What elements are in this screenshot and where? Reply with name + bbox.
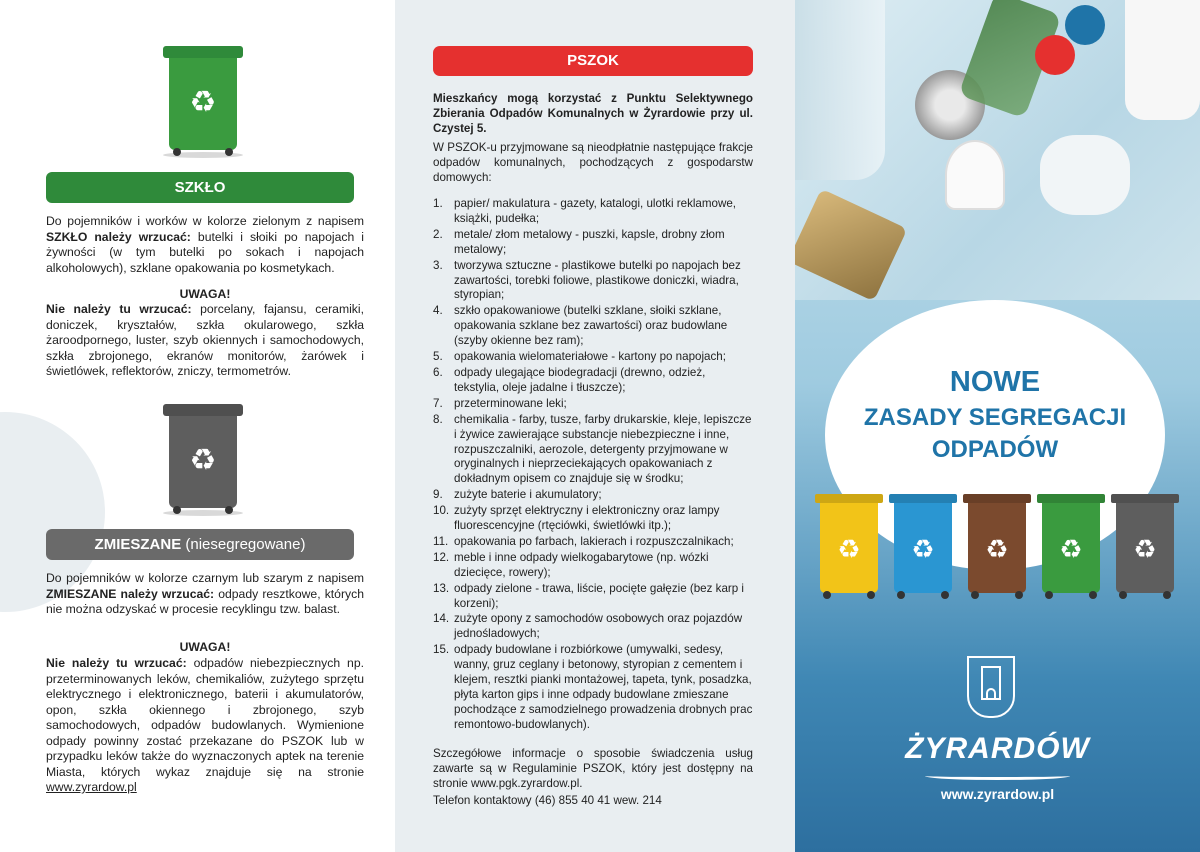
list-item — [433, 504, 753, 534]
list-item — [433, 397, 753, 412]
green-bin — [1037, 494, 1105, 593]
mixed-description — [46, 571, 364, 618]
bin-wheel — [1119, 591, 1127, 599]
bin-wheel — [1163, 591, 1171, 599]
list-item — [433, 228, 753, 258]
recycle-icon: ♻ — [189, 443, 217, 478]
list-item-text: odpady ulegające biodegradacji (drewno, odzież, tekstylia, oleje jadalne i tłuszcze); — [454, 365, 706, 394]
list-item-number: 6. — [433, 365, 443, 379]
text: butelki i słoiki po napojach i żywności (w tym butelki po sokach i napojach alkoholowych), szklane opakowania po kosmetykach. — [46, 229, 364, 275]
bin-lid — [163, 404, 243, 416]
list-item-text: zużyte opony z samochodów osobowych oraz pojazdów jednośladowych; — [454, 612, 743, 641]
list-item-number: 3. — [433, 258, 443, 272]
bin-lid — [963, 494, 1031, 503]
list-item-text: szkło opakowaniowe (butelki szklane, słoiki szklane, opakowania szklane bez zawartości) oraz budowlane (szyby okienne bez ram); — [454, 304, 728, 348]
glass-description — [46, 214, 364, 276]
bin-lid — [889, 494, 957, 503]
blue-cap-shape — [1065, 5, 1105, 45]
list-item-number: 14. — [433, 612, 450, 626]
bin-body — [894, 503, 952, 593]
bin-body — [968, 503, 1026, 593]
list-item-number: 10. — [433, 504, 450, 518]
list-item-number: 4. — [433, 304, 443, 318]
recycle-icon: ♻ — [985, 535, 1009, 565]
glass-not-allowed — [46, 302, 364, 380]
list-item — [433, 304, 753, 349]
bin-body — [820, 503, 878, 593]
text: (niesegregowane) — [181, 536, 306, 553]
pszok-header: PSZOK — [433, 46, 753, 76]
city-crest-icon — [967, 656, 1015, 718]
green-bin-image — [163, 46, 243, 158]
bin-wheel — [173, 148, 181, 156]
bin-body — [1116, 503, 1174, 593]
list-item — [433, 612, 753, 642]
bins-row — [815, 494, 1185, 606]
recycle-icon: ♻ — [1059, 535, 1083, 565]
light-bulb-shape — [945, 140, 1005, 210]
list-item — [433, 350, 753, 365]
blue-bin — [889, 494, 957, 593]
text-bold: Nie należy tu wrzucać: — [46, 656, 187, 670]
bin-wheel — [225, 148, 233, 156]
logo-swoosh — [925, 772, 1070, 780]
bin-wheel — [897, 591, 905, 599]
list-item-number: 8. — [433, 412, 443, 426]
gray-bin-image — [163, 404, 243, 516]
glass-section-header: SZKŁO — [46, 172, 354, 203]
list-item-number: 1. — [433, 197, 443, 210]
glass-warning-heading: UWAGA! — [179, 287, 231, 301]
text-bold: ZMIESZANE — [94, 536, 182, 553]
plastic-bag-shape — [1040, 135, 1130, 215]
text-bold: SZKŁO należy wrzucać: — [46, 229, 191, 244]
pszok-lead: W PSZOK-u przyjmowane są nieodpłatnie następujące frakcje odpadów komunalnych, pochodzących z gospodarstw domowych: — [433, 141, 753, 184]
list-item-number: 2. — [433, 227, 443, 241]
left-panel — [0, 0, 395, 852]
red-cap-shape — [1035, 35, 1075, 75]
text: Do pojemników w kolorze czarnym lub szarym z napisem — [46, 571, 364, 585]
bin-wheel — [1089, 591, 1097, 599]
recycle-icon: ♻ — [189, 85, 217, 120]
list-item-text: zużyte baterie i akumulatory; — [454, 488, 602, 502]
bin-body — [169, 58, 237, 150]
recyclables-photo — [795, 0, 1200, 300]
list-item-number: 12. — [433, 550, 450, 564]
title-line-2: ZASADY SEGREGACJI — [863, 404, 1127, 431]
bin-lid — [1111, 494, 1179, 503]
list-item-text: meble i inne odpady wielkogabarytowe (np. wózki dziecięce, rowery); — [454, 550, 709, 579]
brown-bin — [963, 494, 1031, 593]
bin-wheel — [1045, 591, 1053, 599]
text-bold: Nie należy tu wrzucać: — [46, 302, 192, 316]
text-bold: ZMIESZANE należy wrzucać: — [46, 586, 215, 601]
bin-lid — [163, 46, 243, 58]
bin-lid — [815, 494, 883, 503]
recycle-icon: ♻ — [911, 535, 935, 565]
bin-body — [169, 416, 237, 508]
list-item-number: 5. — [433, 350, 443, 364]
city-logo: ŻYRARDÓW — [905, 732, 1090, 765]
mixed-not-allowed — [46, 656, 364, 796]
list-item-text: zużyty sprzęt elektryczny i elektroniczny oraz lampy fluorescencyjne (rtęciówki, świetlówki itp.); — [454, 504, 720, 533]
list-item-text: opakowania po farbach, lakierach i rozpuszczalnikach; — [454, 534, 734, 548]
list-item — [433, 582, 753, 612]
list-item — [433, 643, 753, 732]
list-item-number: 13. — [433, 581, 450, 595]
list-item-text: odpady zielone - trawa, liście, pocięte gałęzie (bez karp i korzeni); — [454, 581, 744, 610]
tin-can-shape — [795, 189, 907, 302]
plastic-bottle-shape — [795, 0, 885, 180]
title-line-1: NOWE — [949, 366, 1041, 398]
mixed-section-header — [46, 529, 354, 560]
list-item — [433, 259, 753, 304]
list-item-text: papier/ makulatura - gazety, katalogi, ulotki reklamowe, książki, pudełka; — [454, 197, 737, 225]
bin-wheel — [1015, 591, 1023, 599]
middle-panel — [395, 0, 795, 852]
bin-wheel — [941, 591, 949, 599]
list-item — [433, 551, 753, 581]
text: Do pojemników i worków w kolorze zielonym z napisem — [46, 214, 364, 228]
yellow-bin — [815, 494, 883, 593]
bin-wheel — [867, 591, 875, 599]
list-item-text: opakowania wielomateriałowe - kartony po napojach; — [454, 350, 726, 364]
list-item-text: chemikalia - farby, tusze, farby drukarskie, kleje, lepiszcze i żywice zawierające substancje niebezpieczne i inne, rozpuszczalniki, aerozole, detergenty przyjmowane w oryginalnych i nieprzeciekających opakowaniach z dokładnym opisem co znajduje się w środku; — [454, 412, 752, 486]
text: odpadów niebezpiecznych np. przeterminowanych leków, chemikaliów, zużytego sprzętu elektrycznego i elektronicznego, baterii i akumulatorów, opon, szkła okiennego i zbrojonego, szyb samochodowych, odpadów budowlanych. Wymienione odpady powinny zostać przekazane do PSZOK lub w przypadku leków także do wyznaczonych aptek na terenie Miasta, których wykaz znajduje się na stronie — [46, 656, 364, 779]
list-item — [433, 535, 753, 550]
bin-wheel — [225, 506, 233, 514]
list-item-text: tworzywa sztuczne - plastikowe butelki po napojach bez zawartości, torebki foliowe, plastikowe doniczki, wiadra, styropian; — [454, 258, 741, 302]
bin-wheel — [173, 506, 181, 514]
bin-wheel — [823, 591, 831, 599]
text: odpady resztkowe, których nie można odzyskać w procesie recyklingu tzw. balast. — [46, 586, 364, 616]
recycle-icon: ♻ — [837, 535, 861, 565]
website-link[interactable]: www.zyrardow.pl — [46, 780, 137, 794]
bin-body — [1042, 503, 1100, 593]
recycle-icon: ♻ — [1133, 535, 1157, 565]
list-item-number: 7. — [433, 396, 443, 410]
list-item-text: metale/ złom metalowy - puszki, kapsle, drobny złom metalowy; — [454, 227, 725, 256]
pszok-phone: Telefon kontaktowy (46) 855 40 41 wew. 214 — [433, 794, 662, 807]
pszok-intro: Mieszkańcy mogą korzystać z Punktu Selektywnego Zbierania Odpadów Komunalnych w Żyrardowie przy ul. Czystej 5. — [433, 92, 753, 135]
gray-bin — [1111, 494, 1179, 593]
pszok-footer: Szczegółowe informacje o sposobie świadczenia usług zawarte są w Regulaminie PSZOK, który jest dostępny na stronie www.pgk.zyrardow.pl. — [433, 747, 753, 790]
list-item — [433, 366, 753, 396]
list-item-number: 9. — [433, 488, 443, 502]
accepted-waste-list — [433, 197, 753, 734]
mixed-warning-heading: UWAGA! — [179, 640, 231, 654]
list-item-number: 15. — [433, 643, 450, 657]
city-url[interactable]: www.zyrardow.pl — [940, 786, 1055, 802]
list-item — [433, 197, 753, 227]
text: porcelany, fajansu, ceramiki, doniczek, kryształów, szkła okularowego, szkła żaroodpornego, luster, szyb okiennych i samochodowych, szkła zbrojonego, ekranów monitorów, żarówek i świetlówek, reflektorów, zniczy, termometrów. — [46, 302, 364, 378]
list-item-text: przeterminowane leki; — [454, 396, 567, 410]
list-item — [433, 488, 753, 503]
bin-wheel — [971, 591, 979, 599]
crest-gate — [986, 688, 996, 700]
jug-shape — [1125, 0, 1200, 120]
title-line-3: ODPADÓW — [931, 436, 1059, 463]
list-item-number: 11. — [433, 534, 449, 548]
list-item-text: odpady budowlane i rozbiórkowe (umywalki, sedesy, wanny, gruz ceglany i betonowy, styropian z cementem i klejem, resztki pianki montażowej, tapeta, tynk, posadzka, płyta karton gips i inne odpady budowlane zmieszane pochodzące z samodzielnego prowadzenia drobnych prac remontowo-budowlanych). — [454, 643, 753, 731]
list-item — [433, 413, 753, 488]
right-panel — [795, 0, 1200, 852]
bin-lid — [1037, 494, 1105, 503]
